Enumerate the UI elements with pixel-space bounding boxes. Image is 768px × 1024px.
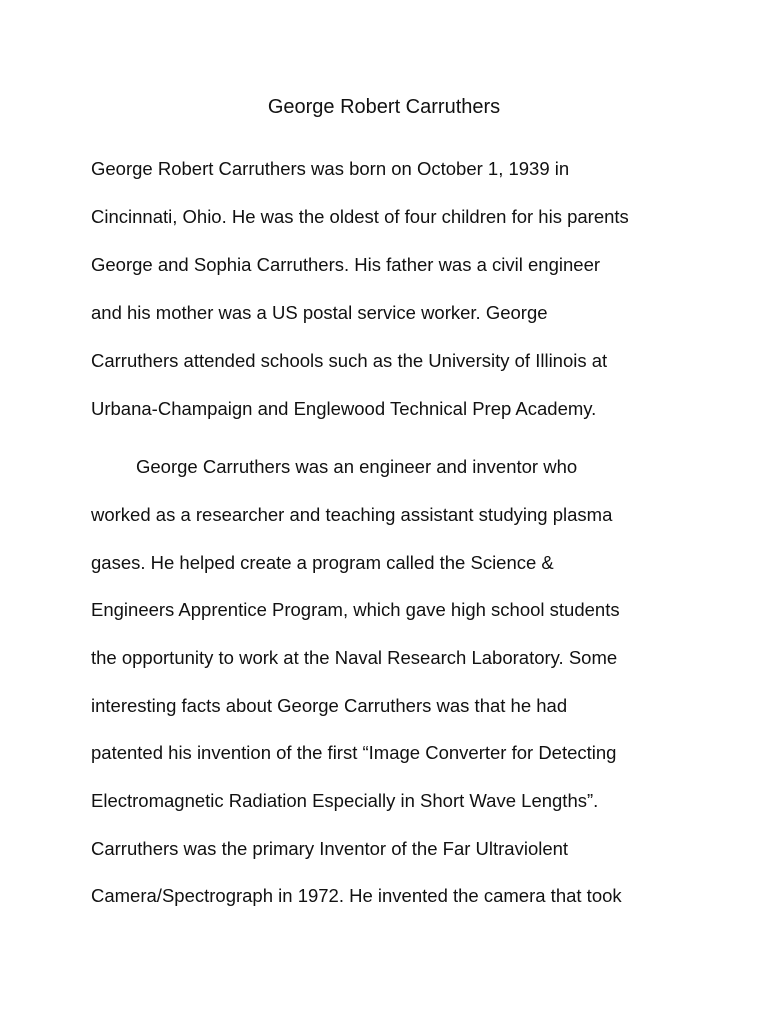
paragraph-2-line: Carruthers was the primary Inventor of the Far Ultraviolent [91, 838, 569, 859]
paragraph-1-line: George Robert Carruthers was born on October 1, 1939 in [91, 158, 570, 179]
paragraph-2-line: gases. He helped create a program called the Science & [91, 552, 554, 573]
paragraph-1-line: George and Sophia Carruthers. His father was a civil engineer [91, 254, 601, 275]
paragraph-2-line: patented his invention of the first “Image Converter for Detecting [91, 742, 617, 763]
paragraph-2-line: worked as a researcher and teaching assistant studying plasma [91, 504, 613, 525]
paragraph-1-line: Urbana-Champaign and Englewood Technical Prep Academy. [91, 398, 597, 419]
paragraph-1-line: Cincinnati, Ohio. He was the oldest of four children for his parents [91, 206, 629, 227]
paragraph-2-line: interesting facts about George Carruthers was that he had [91, 695, 568, 716]
paragraph-2-line: the opportunity to work at the Naval Research Laboratory. Some [91, 647, 618, 668]
document-title: George Robert Carruthers [267, 96, 501, 118]
paragraph-2-line: Electromagnetic Radiation Especially in Short Wave Lengths”. [91, 790, 599, 811]
paragraph-1-line: and his mother was a US postal service worker. George [91, 302, 548, 323]
paragraph-2-line: George Carruthers was an engineer and inventor who [136, 456, 578, 477]
paragraph-2-line: Camera/Spectrograph in 1972. He invented the camera that took [91, 885, 622, 906]
paragraph-1-line: Carruthers attended schools such as the University of Illinois at [91, 350, 608, 371]
paragraph-2-line: Engineers Apprentice Program, which gave high school students [91, 599, 620, 620]
